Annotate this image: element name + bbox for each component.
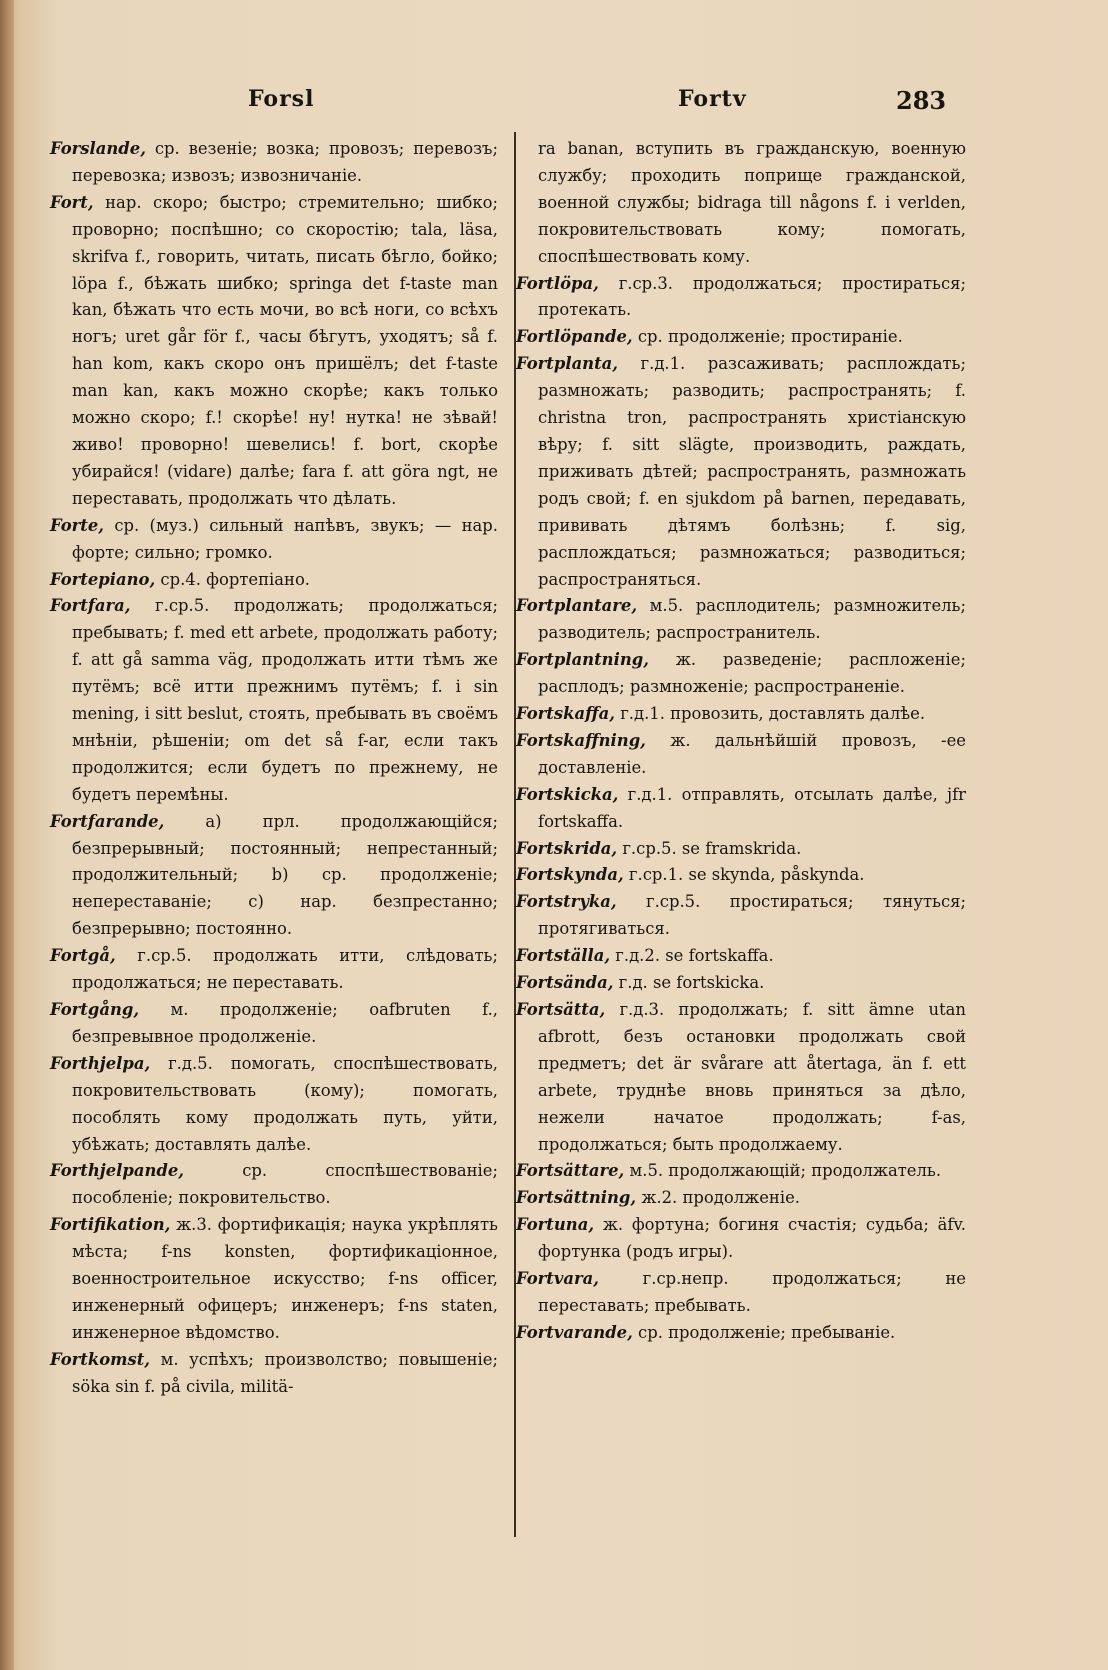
dictionary-entry <box>516 862 966 889</box>
left-column <box>50 136 498 1401</box>
entry-definition: г.ср.5. se framskrida. <box>622 838 802 858</box>
entry-headword: Fortvarande, <box>516 1322 633 1342</box>
entry-definition: г.д.3. продолжать; f. sitt ämne utan afbrott, безъ остановки продолжать свой предметъ; det är svårare att återtaga, än f. ett arbete, труднѣе вновь приняться за дѣло, нежели начатое продолжать; f-as, продолжаться; быть продолжаему. <box>538 1000 966 1154</box>
entry-headword: Fortplanta, <box>516 354 619 374</box>
entry-definition: г.д.1. провозить, доставлять далѣе. <box>620 704 926 724</box>
dictionary-entry <box>516 593 966 647</box>
entry-definition: ср. споспѣшествованіе; пособленіе; покровительство. <box>72 1161 498 1208</box>
entry-definition: ж. разведеніе; распложеніе; расплодъ; размноженіе; распространеніе. <box>538 650 966 697</box>
entry-headword: Fort, <box>50 192 94 212</box>
entry-definition: ср. продолженіе; простираніе. <box>637 327 903 347</box>
dictionary-entry <box>516 271 966 325</box>
dictionary-entry <box>516 836 966 863</box>
dictionary-entry <box>50 809 498 944</box>
dictionary-entry <box>516 997 966 1158</box>
dictionary-entry <box>516 1266 966 1320</box>
dictionary-entry <box>516 136 966 271</box>
entry-definition: м. продолженіе; oafbruten f., безпревывное продолженіе. <box>72 1000 499 1046</box>
entry-headword: Fortfara, <box>50 596 131 616</box>
entry-headword: Fortuna, <box>516 1215 595 1235</box>
entry-headword: Fortskicka, <box>516 784 619 804</box>
dictionary-entry <box>50 567 498 594</box>
entry-headword: Fortkomst, <box>50 1349 151 1369</box>
entry-headword: Fortskaffning, <box>516 730 646 750</box>
entry-headword: Fortplantning, <box>516 650 649 670</box>
entry-headword: Forthjelpande, <box>50 1161 184 1181</box>
right-column <box>516 136 966 1347</box>
entry-headword: Fortsända, <box>516 973 614 993</box>
entry-definition: г.д.5. помогать, споспѣшествовать, покровительствовать (кому); помогать, пособлять кому продолжать путь, уйти, убѣжать; доставлять далѣе. <box>72 1053 498 1154</box>
dictionary-entry <box>50 513 498 567</box>
entry-definition: ср. везеніе; возка; провозъ; перевозъ; перевозка; извозъ; извозничаніе. <box>72 139 498 185</box>
entry-definition: ж.2. продолженіе. <box>641 1188 800 1208</box>
page-number: 283 <box>896 86 947 115</box>
entry-definition: ср. продолженіе; пребываніе. <box>638 1322 896 1342</box>
page-spine <box>0 0 14 1670</box>
running-head-right: Fortv <box>678 86 747 112</box>
page-header <box>0 86 1108 126</box>
entry-definition: г.д.1. разсаживать; расплождать; размножать; разводить; распространять; f. christna tron, распространять христіанскую вѣру; f. sitt slägte, производить, раждать, приживать дѣтей; распространять, размножать родъ свой; f. en sjukdom på barnen, передавать, прививать дѣтямъ болѣзнь; f. sig, расплождаться; размножаться; разводиться; распространяться. <box>538 354 967 589</box>
dictionary-entry <box>516 782 966 836</box>
running-head-left: Forsl <box>248 86 315 112</box>
entry-definition: a) прл. продолжающійся; безпрерывный; постоянный; непрестанный; продолжительный; b) ср. продолженіе; непереставаніе; c) нар. безпрестанно; безпрерывно; постоянно. <box>72 811 498 939</box>
entry-definition: г.ср.3. продолжаться; простираться; протекать. <box>538 273 966 320</box>
entry-definition: г.ср.непр. продолжаться; не переставать; пребывать. <box>538 1269 966 1315</box>
entry-headword: Fortskaffa, <box>516 704 615 724</box>
dictionary-entry <box>516 351 966 593</box>
dictionary-entry <box>516 647 966 701</box>
entry-headword: Forthjelpa, <box>50 1053 151 1073</box>
entry-headword: Fortepiano, <box>50 569 156 589</box>
entry-headword: Fortsättare, <box>516 1161 625 1181</box>
dictionary-entry <box>50 1158 498 1212</box>
entry-definition: м.5. продолжающій; продолжатель. <box>629 1161 942 1181</box>
dictionary-entry <box>50 997 498 1051</box>
dictionary-entry <box>516 1158 966 1185</box>
dictionary-entry <box>516 701 966 728</box>
entry-headword: Fortgång, <box>50 1000 140 1019</box>
entry-headword: Fortlöpa, <box>516 273 599 293</box>
entry-headword: Fortfarande, <box>50 811 165 831</box>
entry-headword: Fortsättning, <box>516 1188 637 1208</box>
entry-definition: м.5. расплодитель; размножитель; разводитель; распространитель. <box>538 596 966 643</box>
dictionary-entry <box>516 943 966 970</box>
entry-headword: Forslande, <box>50 139 146 158</box>
entry-definition: ra banan, вступить въ гражданскую, военную службу; проходить поприще гражданской, военной службы; bidraga till någons f. i verlden, покровительствовать кому; помогать, споспѣшествовать кому. <box>538 139 966 266</box>
entry-definition: г.ср.5. простираться; тянуться; протягиваться. <box>538 892 966 939</box>
entry-definition: м. успѣхъ; произволство; повышеніе; söka sin f. på civila, militä- <box>72 1349 498 1396</box>
dictionary-entry <box>516 324 966 351</box>
dictionary-entry <box>50 136 498 190</box>
entry-headword: Fortvara, <box>516 1269 599 1289</box>
dictionary-entry <box>50 943 498 997</box>
entry-definition: г.д.1. отправлять, отсылать далѣе, jfr fortskaffa. <box>538 784 966 831</box>
entry-headword: Fortifikation, <box>50 1215 171 1235</box>
entry-definition: г.д. se fortskicka. <box>618 973 765 993</box>
dictionary-entry <box>516 889 966 943</box>
dictionary-entry <box>50 1347 498 1401</box>
entry-headword: Fortställa, <box>516 946 611 966</box>
dictionary-entry <box>50 190 498 513</box>
dictionary-entry <box>50 593 498 808</box>
entry-headword: Fortplantare, <box>516 596 638 616</box>
entry-headword: Fortskynda, <box>516 865 624 885</box>
entry-headword: Forte, <box>50 515 105 535</box>
dictionary-entry <box>516 1320 966 1347</box>
entry-definition: г.ср.1. se skynda, påskynda. <box>628 865 865 885</box>
entry-definition: ж. фортуна; богиня счастія; судьба; äfv. фортунка (родъ игры). <box>538 1215 966 1262</box>
dictionary-entry <box>516 728 966 782</box>
entry-definition: г.д.2. se fortskaffa. <box>615 946 774 966</box>
entry-headword: Fortlöpande, <box>516 327 633 347</box>
dictionary-entry <box>516 1212 966 1266</box>
entry-headword: Fortskrida, <box>516 838 618 858</box>
entry-definition: г.ср.5. продолжать; продолжаться; пребывать; f. med ett arbete, продолжать работу; f. att gå samma väg, продолжать итти тѣмъ же путёмъ; всё итти прежнимъ путёмъ; f. i sin mening, i sitt beslut, стоять, пребывать въ своёмъ мнѣніи, рѣшеніи; om det så f-ar, если такъ продолжится; если будетъ по прежнему, не будетъ перемѣны. <box>72 596 498 804</box>
entry-definition: нар. скоро; быстро; стремительно; шибко; проворно; поспѣшно; со скоростію; tala, läsa, skrifva f., говорить, читать, писать бѣгло, бойко; löpa f., бѣжать шибко; springa det f-taste man kan, бѣжать что есть мочи, во всѣ ноги, со всѣхъ ногъ; uret går för f., часы бѣгутъ, уходятъ; så f. han kom, какъ скоро онъ пришёлъ; det f-taste man kan, какъ можно скорѣе; какъ только можно скоро; f.! скорѣе! ну! нутка! не зѣвай! живо! проворно! шевелись! f. bort, скорѣе убирайся! (vidare) далѣе; fara f. att göra ngt, не переставать, продолжать что дѣлать. <box>72 192 499 508</box>
dictionary-entry <box>50 1212 498 1347</box>
entry-headword: Fortgå, <box>50 946 116 966</box>
entry-definition: г.ср.5. продолжать итти, слѣдовать; продолжаться; не переставать. <box>72 946 498 993</box>
dictionary-entry <box>50 1051 498 1159</box>
dictionary-entry <box>516 1185 966 1212</box>
entry-headword: Fortstryka, <box>516 892 617 912</box>
entry-definition: ж.3. фортификація; наука укрѣплять мѣста; f-ns konsten, фортификаціонное, военностроительное искусство; f-ns officer, инженерный офицеръ; инженеръ; f-ns staten, инженерное вѣдомство. <box>72 1215 498 1342</box>
entry-definition: ср. (муз.) сильный напѣвъ, звукъ; — нар. форте; сильно; громко. <box>72 515 498 562</box>
dictionary-entry <box>516 970 966 997</box>
entry-definition: ж. дальнѣйшій провозъ, -ее доставленіе. <box>538 730 966 777</box>
entry-definition: ср.4. фортепіано. <box>160 569 311 589</box>
entry-headword: Fortsätta, <box>516 1000 606 1019</box>
